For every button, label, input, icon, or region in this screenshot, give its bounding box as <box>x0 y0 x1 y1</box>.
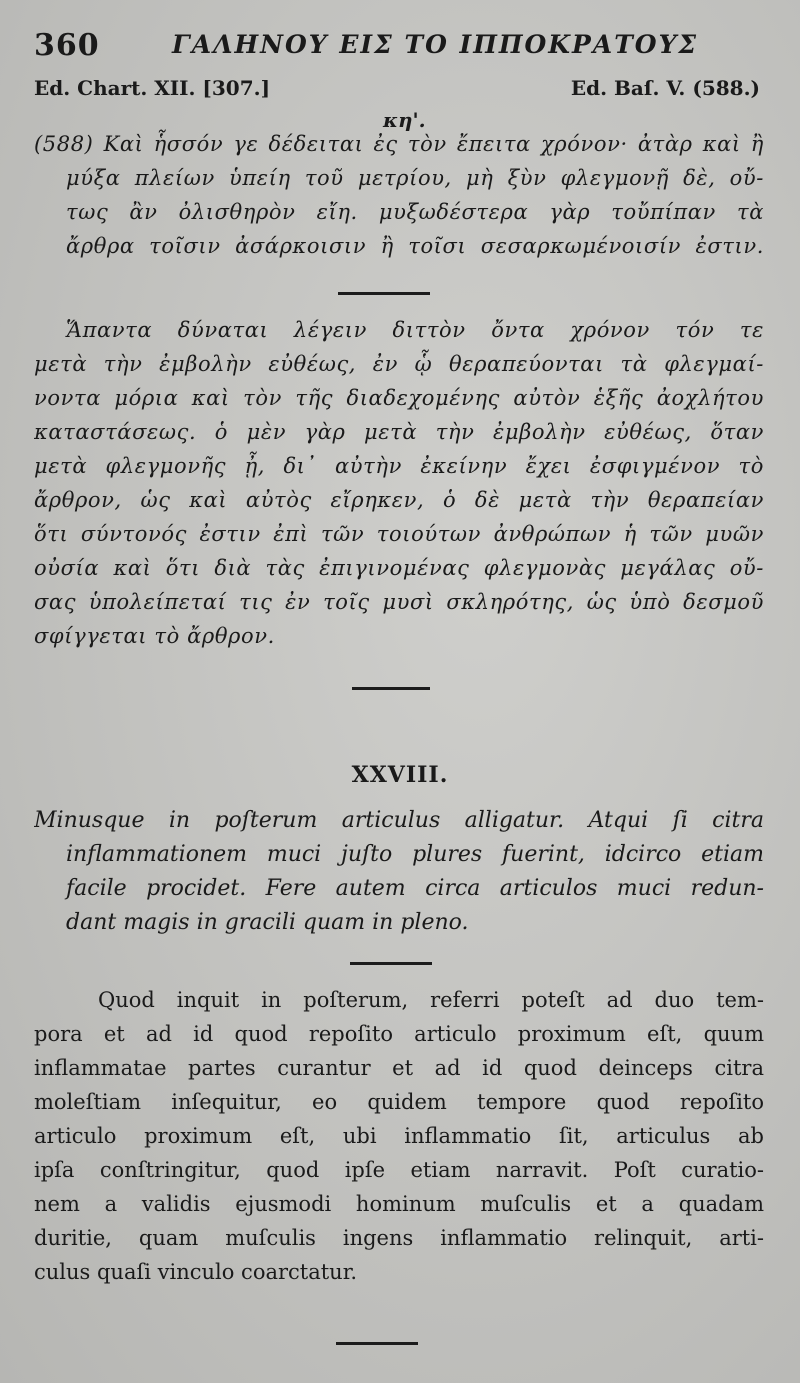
text-line: articulo proximum eſt, ubi inflammatio ſit, articulus ab <box>34 1124 764 1148</box>
text-line: culus quaſi vinculo coarctatur. <box>34 1260 358 1284</box>
text-line: nem a validis ejusmodi hominum muſculis et a quadam <box>34 1192 764 1216</box>
greek-commentary <box>34 313 764 653</box>
text-line: dant magis in gracili quam in pleno. <box>66 910 469 935</box>
text-line: μετὰ φλεγμονῆς ᾖ, δι᾽ αὐτὴν ἐκείνην ἔχει ἐσφιγμένον τὸ <box>34 454 764 478</box>
text-line: duritie, quam muſculis ingens inflammatio relinquit, arti- <box>34 1226 764 1250</box>
text-line: Quod inquit in poſterum, referri poteſt ad duo tem- <box>98 988 764 1012</box>
text-line: καταστάσεως. ὁ μὲν γὰρ μετὰ τὴν ἐμβολὴν εὐθέως, ὅταν <box>34 420 764 444</box>
text-line: ἄρθρα τοῖσιν ἀσάρκοισιν ἢ τοῖσι σεσαρκωμένοισίν ἐστιν. <box>66 234 764 258</box>
text-line: οὐσία καὶ ὅτι διὰ τὰς ἐπιγινομένας φλεγμονὰς μεγάλας οὔ- <box>34 556 764 580</box>
text-line: σφίγγεται τὸ ἄρθρον. <box>34 624 275 648</box>
text-line: Minusque in poſterum articulus alligatur. Atqui ſi citra <box>34 808 764 833</box>
text-line: ἄρθρον, ὡς καὶ αὐτὸς εἴρηκεν, ὁ δὲ μετὰ τὴν θεραπείαν <box>34 488 764 512</box>
text-line: (588) Καὶ ἧσσόν γε δέδειται ἐς τὸν ἔπειτα χρόνον· ἀτὰρ καὶ ἢ <box>34 132 764 156</box>
greek-text <box>34 127 764 263</box>
text-line: Ἅπαντα δύναται λέγειν διττὸν ὄντα χρόνον τόν τε <box>66 318 764 342</box>
divider-rule <box>338 292 430 295</box>
text-line: ὅτι σύντονός ἐστιν ἐπὶ τῶν τοιούτων ἀνθρώπων ἡ τῶν μυῶν <box>34 522 764 546</box>
running-head <box>34 28 760 68</box>
text-line: σας ὑπολείπεταί τις ἐν τοῖς μυσὶ σκληρότης, ὡς ὑπὸ δεσμοῦ <box>34 590 764 614</box>
edition-right: Ed. Baſ. V. (588.) <box>570 76 760 100</box>
edition-left: Ed. Chart. XII. [307.] <box>34 76 271 100</box>
text-line: inflammationem muci juſto plures fuerint, idcirco etiam <box>66 842 764 867</box>
text-line: μετὰ τὴν ἐμβολὴν εὐθέως, ἐν ᾧ θεραπεύονται τὰ φλεγμαί- <box>34 352 764 376</box>
text-line: moleſtiam inſequitur, eo quidem tempore quod repoſito <box>34 1090 764 1114</box>
text-line: inflammatae partes curantur et ad id quod deinceps citra <box>34 1056 764 1080</box>
text-line: facile procidet. Fere autem circa articulos muci redun- <box>66 876 764 901</box>
page-number: 360 <box>34 28 100 63</box>
text-line: ipſa conſtringitur, quod ipſe etiam narravit. Poſt curatio- <box>34 1158 764 1182</box>
section-mark: κη'. <box>383 108 426 132</box>
running-title: ΓΑΛΗΝΟΥ ΕΙΣ ΤΟ ΙΠΠΟΚΡΑΤΟΥΣ <box>172 30 699 59</box>
divider-rule <box>350 962 432 965</box>
latin-text <box>34 804 764 940</box>
latin-commentary <box>34 983 764 1289</box>
divider-rule <box>336 1342 418 1345</box>
edition-references <box>34 76 760 106</box>
text-line: τως ἂν ὀλισθηρὸν εἴη. μυξωδέστερα γὰρ τοὔπίπαν τὰ <box>66 200 764 224</box>
section-heading: XXVIII. <box>351 762 449 788</box>
text-line: νοντα μόρια καὶ τὸν τῆς διαδεχομένης αὐτὸν ἑξῆς ἀοχλήτου <box>34 386 764 410</box>
text-line: pora et ad id quod repoſito articulo proximum eſt, quum <box>34 1022 764 1046</box>
divider-rule <box>352 687 430 690</box>
text-line: μύξα πλείων ὑπείη τοῦ μετρίου, μὴ ξὺν φλεγμονῇ δὲ, οὔ- <box>66 166 764 190</box>
